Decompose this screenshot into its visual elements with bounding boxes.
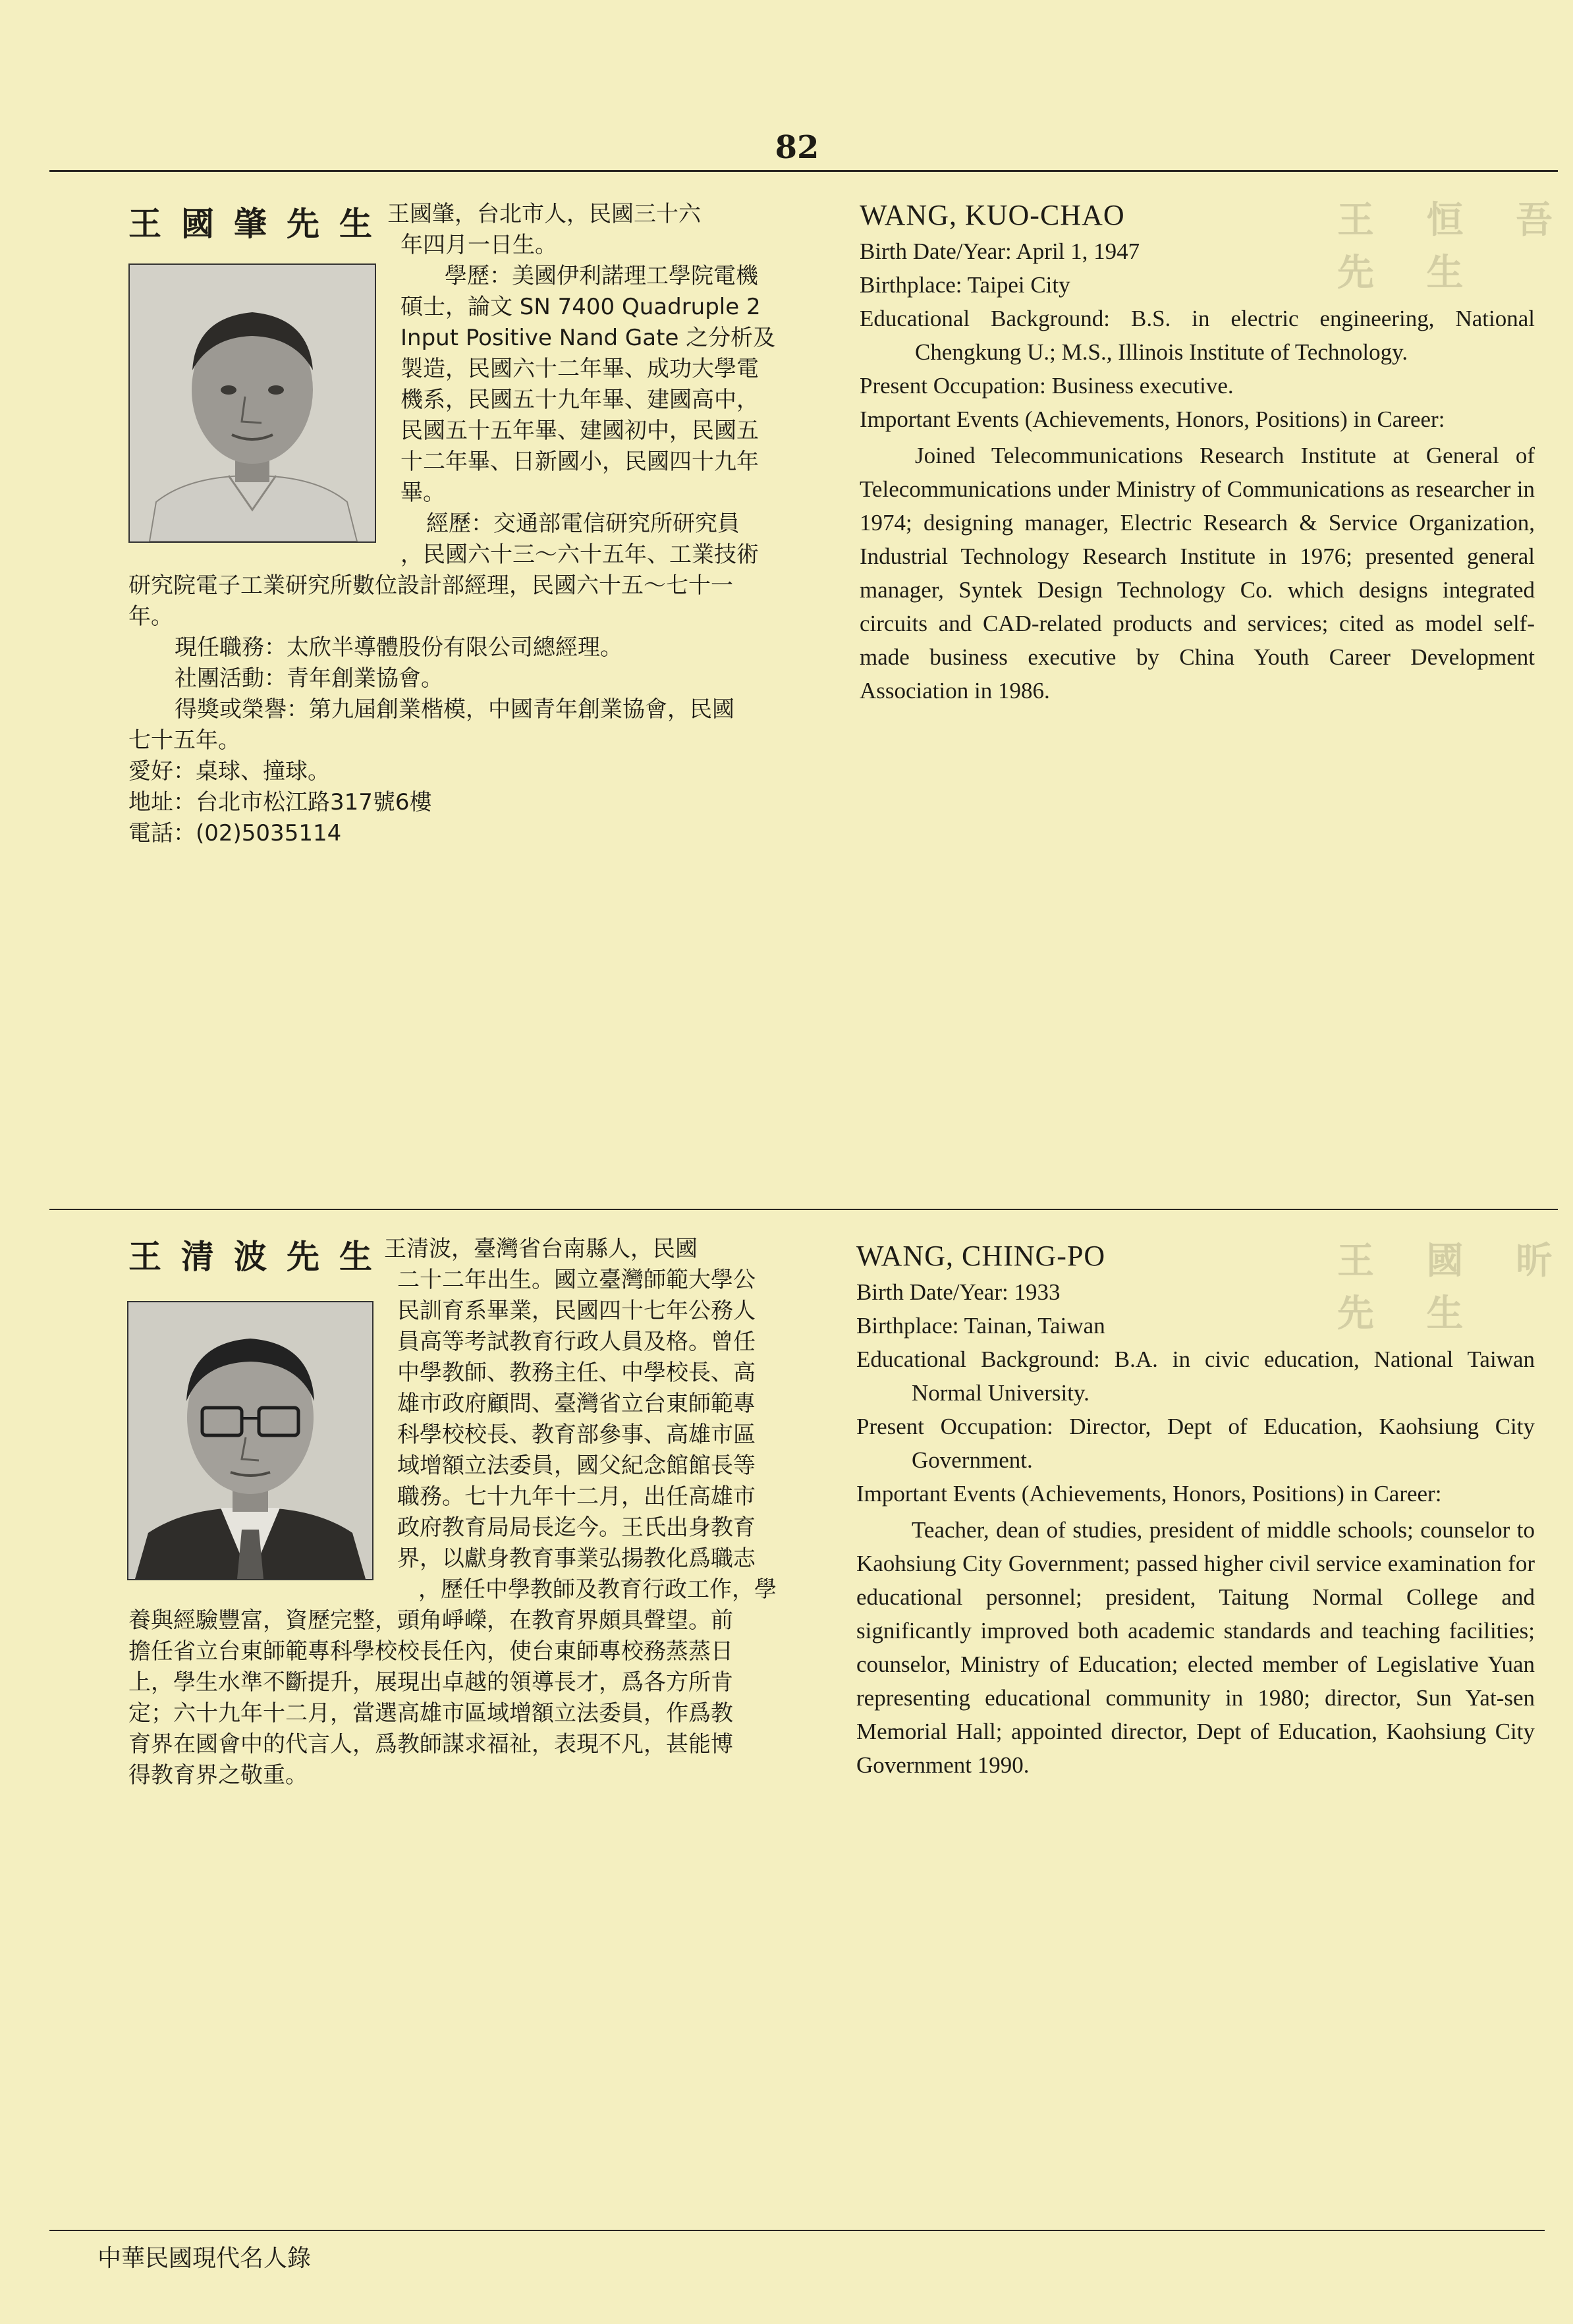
bio-line: 年。 [128,603,173,630]
bio-line: 機系，民國五十九年畢、建國高中， [400,387,759,413]
bio-line: 王國肇，台北市人，民國三十六 [387,201,701,227]
bio-line: 製造，民國六十二年畢、成功大學電 [400,356,759,382]
important-events: Teacher, dean of studies, president of middle schools; counselor to Kaohsiung City Government; passed higher civil service examination for educational personnel; president, Taitung Normal College and significantly improved both academic standards and teaching facilities; counselor, Ministry of Education; elected member of Legislative Yuan representing educational community in 1980; director, Sun Yat-sen Memorial Hall; appointed director, Dept of Education, Kaohsiung City Government 1990. [856,1517,1535,1778]
entry-name-chinese: 王清波先生 [128,1238,392,1276]
bio-line: 界，以獻身教育事業弘揚教化爲職志 [397,1545,756,1572]
entry-name-english: WANG, KUO-CHAO [860,199,1125,231]
bio-line: 域增額立法委員，國父紀念館館長等 [397,1452,756,1479]
bio-line: 育界在國會中的代言人，爲教師謀求福祉，表現不凡，甚能博 [128,1731,733,1757]
bottom-rule [49,2230,1545,2231]
bio-line: 王清波，臺灣省台南縣人，民國 [384,1236,698,1262]
present-occupation: Present Occupation: Director, Dept of Education, Kaohsiung City Government. [856,1414,1535,1473]
bio-line: 員高等考試教育行政人員及格。曾任 [397,1329,756,1355]
bio-line: 得獎或榮譽：第九屆創業楷模，中國青年創業協會，民國 [175,696,734,723]
entry-biography-english [856,1238,1535,1782]
important-events-label: Important Events (Achievements, Honors, Positions) in Career: [860,406,1445,432]
bio-line: Input Positive Nand Gate 之分析及 [400,325,776,351]
top-rule [49,170,1558,172]
page-number: 82 [775,129,819,166]
bio-line: 現任職務：太欣半導體股份有限公司總經理。 [175,634,622,661]
bleed-through-text: 王 國 昕 先 生 [1337,1240,1572,1335]
entry-name-english: WANG, CHING-PO [856,1240,1106,1272]
important-events-label: Important Events (Achievements, Honors, Positions) in Career: [856,1481,1442,1507]
bio-line: ，民國六十三～六十五年、工業技術 [400,541,759,568]
bio-line: 電話：(02)5035114 [128,820,342,846]
bio-line: 定；六十九年十二月，當選高雄市區域增額立法委員，作爲教 [128,1700,733,1727]
educational-background: Educational Background: B.S. in electric engineering, National Chengkung U.; M.S., Illinois Institute of Technology. [860,306,1535,365]
bio-line: 七十五年。 [128,727,240,754]
book-title-footer: 中華民國現代名人錄 [97,2245,312,2272]
bio-line: 擔任省立台東師範專科學校校長任內，使台東師專校務蒸蒸日 [128,1638,733,1665]
middle-rule [49,1209,1558,1210]
bio-line: 養與經驗豐富，資歷完整，頭角崢嶸，在教育界頗具聲望。前 [128,1607,733,1634]
bio-line: 碩士，論文 SN 7400 Quadruple 2 [400,294,761,320]
entry-name-chinese: 王國肇先生 [128,205,392,243]
birthplace: Birthplace: Taipei City [860,272,1070,298]
bio-line: 政府教育局局長迄今。王氏出身教育 [397,1514,756,1541]
bio-line: ，歷任中學教師及教育行政工作，學 [418,1576,777,1603]
entry-biography-chinese [128,1234,807,1791]
important-events: Joined Telecommunications Research Institute at General of Telecommunications under Ministry of Communications as researcher in 1974; designing manager, Electric Research & Service Organization, Industrial Technology Research Institute in 1976; presented general manager, Syntek Design Technology Co. which designs integrated circuits and CAD-related products and services; cited as model self-made business executive by China Youth Career Development Association in 1986. [860,443,1535,704]
bio-line: 畢。 [400,480,445,506]
bio-line: 中學教師、教務主任、中學校長、高 [397,1360,756,1386]
bio-line: 社團活動：青年創業協會。 [175,665,443,692]
bio-line: 十二年畢、日新國小，民國四十九年 [400,449,759,475]
bio-line: 雄市政府顧問、臺灣省立台東師範專 [397,1391,756,1417]
bio-line: 地址：台北市松江路317號6樓 [128,789,432,816]
educational-background: Educational Background: B.A. in civic education, National Taiwan Normal University. [856,1346,1535,1406]
bio-line: 民國五十五年畢、建國初中，民國五 [400,418,759,444]
bio-line: 年四月一日生。 [400,232,557,258]
bio-line: 得教育界之敬重。 [128,1762,308,1788]
bio-line: 經歷：交通部電信研究所研究員 [426,511,740,537]
bio-line: 民訓育系畢業，民國四十七年公務人 [397,1298,756,1324]
bio-line: 研究院電子工業研究所數位設計部經理，民國六十五～七十一 [128,572,733,599]
birthplace: Birthplace: Tainan, Taiwan [856,1313,1105,1339]
entry-biography-chinese [128,199,807,849]
birth-date: Birth Date/Year: 1933 [856,1279,1061,1305]
entry-biography-english [860,198,1535,707]
bio-line: 學歷：美國伊利諾理工學院電機 [445,263,758,289]
bleed-through-text: 王 恒 吾 先 生 [1337,199,1572,294]
bio-line: 二十二年出生。國立臺灣師範大學公 [397,1267,756,1293]
present-occupation: Present Occupation: Business executive. [860,373,1234,399]
bio-line: 科學校校長、教育部參事、高雄市區 [397,1422,756,1448]
bio-line: 愛好：桌球、撞球。 [128,758,330,785]
birth-date: Birth Date/Year: April 1, 1947 [860,238,1140,264]
bio-line: 職務。七十九年十二月，出任高雄市 [397,1483,756,1510]
bio-line: 上，學生水準不斷提升，展現出卓越的領導長才，爲各方所肯 [128,1669,733,1696]
